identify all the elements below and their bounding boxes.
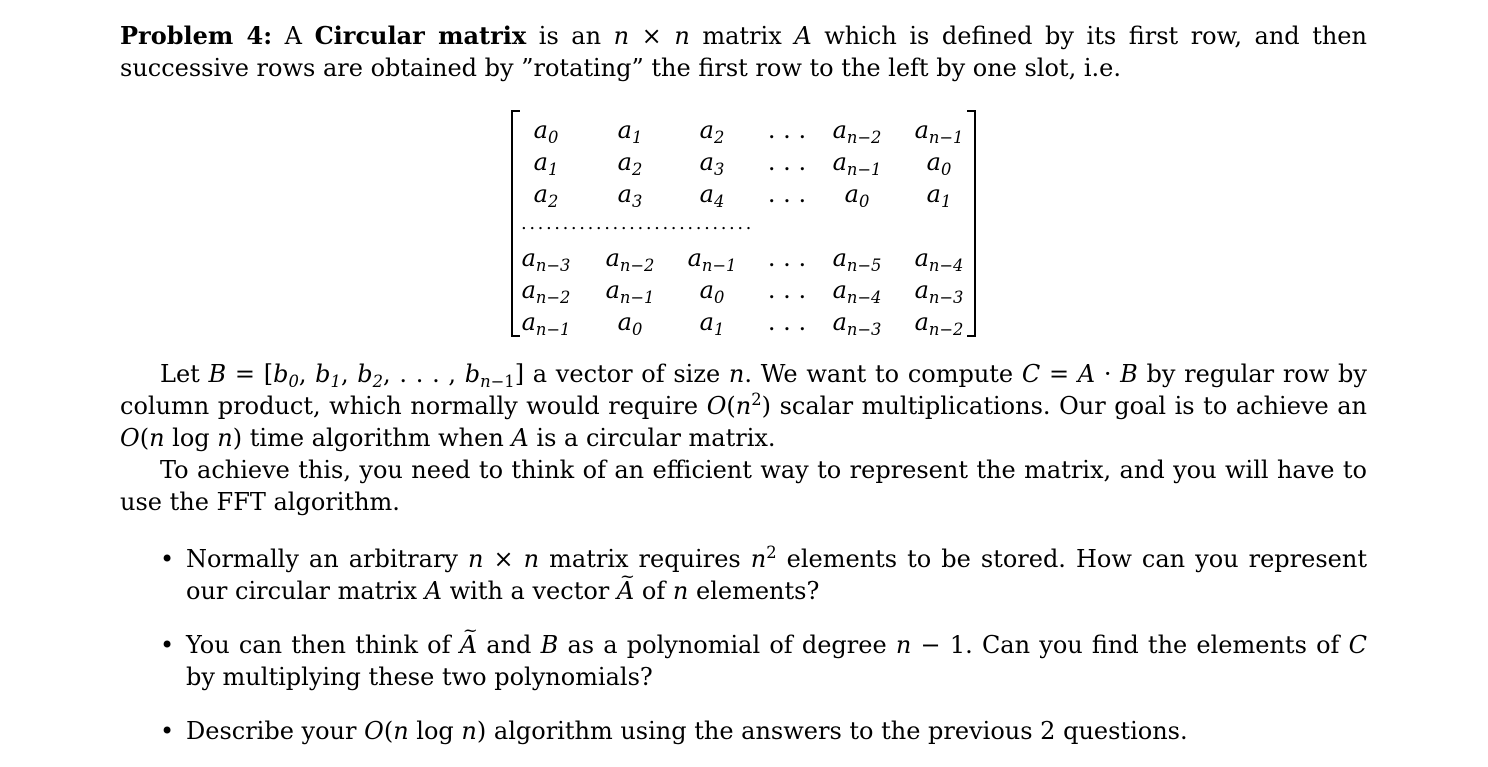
q3-text-a: Describe your — [186, 717, 357, 745]
question-1 — [120, 543, 1367, 607]
math-A-tilde-2: ~ A — [460, 629, 477, 661]
matrix-cell: $a_1$ — [617, 116, 643, 147]
intro-text-c: matrix — [702, 22, 782, 50]
math-n-by-n: n × n — [613, 22, 690, 50]
matrix-cell: $a_{n-1}$ — [832, 148, 882, 179]
math-A-tilde: ~ A — [617, 575, 634, 607]
intro-text-a: A — [284, 22, 303, 50]
bullet-dot: • — [160, 631, 175, 659]
para1-text-4: by regular row by column product, which normally would require — [120, 360, 1367, 420]
math-O-n-squared: $O(n^2)$ — [706, 390, 772, 420]
matrix-cell: $a_1$ — [926, 180, 952, 211]
matrix-cell: $a_{n-1}$ — [521, 308, 571, 339]
matrix-cell: . . . — [767, 180, 807, 208]
matrix-cell: $a_0$ — [926, 148, 952, 179]
question-list — [120, 543, 1367, 767]
matrix-cell: $a_2$ — [699, 116, 725, 147]
para1-text-3: We want to compute — [760, 360, 1014, 388]
math-C: C — [1348, 631, 1367, 659]
math-O-n-log-n: O(n log n) — [120, 424, 243, 452]
para1-text-2: a vector of size — [532, 360, 721, 388]
matrix-cell: . . . — [767, 244, 807, 272]
paragraph-compute — [120, 358, 1367, 518]
math-n: n. — [728, 360, 752, 388]
matrix-cell: $a_{n-1}$ — [914, 116, 964, 147]
matrix-cell: $a_{n-3}$ — [521, 244, 571, 275]
matrix-cell: $a_2$ — [617, 148, 643, 179]
math-n-minus-1: n − 1. — [895, 631, 973, 659]
paragraph-fft: To achieve this, you need to think of an efficient way to represent the matrix, and you will have to use the FFT algorithm. — [120, 456, 1367, 516]
matrix-cell: . . . — [767, 116, 807, 144]
matrix-cell: $a_{n-2}$ — [914, 308, 964, 339]
matrix-cell: $a_0$ — [844, 180, 870, 211]
matrix-cell: $a_2$ — [533, 180, 559, 211]
matrix-cell: $a_{n-2}$ — [605, 244, 655, 275]
matrix-cell: $a_{n-5}$ — [832, 244, 882, 275]
term-circular-matrix: Circular matrix — [314, 21, 527, 50]
math-A-3: A — [424, 577, 442, 605]
q2-text-d: Can you find the elements of — [981, 631, 1340, 659]
matrix-cell: $a_0$ — [617, 308, 643, 339]
q2-text-b: and — [486, 631, 532, 659]
matrix-cell: $a_1$ — [533, 148, 559, 179]
intro-text-d: which is defined by its first row, and then successive rows are obtained by ”rotating” the first row to the left by one slot, i.e. — [120, 22, 1367, 82]
matrix-cell: $a_3$ — [617, 180, 643, 211]
matrix-cell: $a_{n-1}$ — [605, 276, 655, 307]
math-A: A — [794, 22, 812, 50]
q3-text-b: algorithm using the answers to the previous 2 questions. — [493, 717, 1188, 745]
matrix-cell: $a_{n-2}$ — [832, 116, 882, 147]
math-B-vector: $B = [b_0$, $b_1$, $b_2$, . . . , $b_{n-1}$] — [208, 360, 525, 391]
q2-text-a: You can then think of — [186, 631, 451, 659]
problem-heading: Problem 4: — [120, 21, 273, 50]
q2-text-e: by multiplying these two polynomials? — [186, 663, 653, 691]
matrix-ellipsis-row: ............................ — [521, 213, 755, 234]
math-O-n-log-n-2: O(n log n) — [364, 717, 487, 745]
matrix-cell: $a_0$ — [533, 116, 559, 147]
q1-text-d: with a vector — [449, 577, 610, 605]
math-A-2: A — [511, 424, 529, 452]
matrix-cell: . . . — [767, 308, 807, 336]
matrix-cell: $a_{n-2}$ — [521, 276, 571, 307]
math-B: B — [540, 631, 559, 659]
math-n-squared: $n^2$ — [750, 543, 777, 573]
matrix-cell: $a_{n-1}$ — [687, 244, 737, 275]
para1-text-6: time algorithm when — [249, 424, 504, 452]
bullet-dot: • — [160, 545, 175, 573]
matrix-cell: $a_1$ — [699, 308, 725, 339]
math-C-eq-AB: C = A · B — [1021, 360, 1138, 388]
q2-text-c: as a polynomial of degree — [567, 631, 887, 659]
math-n-2: n — [672, 577, 689, 605]
bullet-dot: • — [160, 717, 175, 745]
q1-text-a: Normally an arbitrary — [186, 545, 458, 573]
q1-text-f: elements? — [695, 577, 820, 605]
problem-statement — [120, 20, 1367, 84]
para1-text-7: is a circular matrix. — [536, 424, 776, 452]
q1-text-b: matrix requires — [549, 545, 741, 573]
circular-matrix — [511, 110, 976, 339]
q1-text-e: of — [641, 577, 666, 605]
question-2 — [120, 629, 1367, 693]
matrix-cell: $a_{n-4}$ — [832, 276, 882, 307]
matrix-cell: $a_3$ — [699, 148, 725, 179]
matrix-cell: $a_4$ — [699, 180, 725, 211]
question-3 — [120, 715, 1367, 747]
para1-text-5: scalar multiplications. Our goal is to achieve an — [779, 392, 1368, 420]
intro-text-b: is an — [538, 22, 602, 50]
matrix-cell: $a_{n-3}$ — [832, 308, 882, 339]
matrix-cell: $a_{n-4}$ — [914, 244, 964, 275]
matrix-cell: . . . — [767, 276, 807, 304]
q1-text-c: elements to be stored. How can you represent our circular matrix — [186, 545, 1367, 605]
matrix-cell: . . . — [767, 148, 807, 176]
matrix-cell: $a_0$ — [699, 276, 725, 307]
math-n-by-n-2: n × n — [468, 545, 540, 573]
matrix-cell: $a_{n-3}$ — [914, 276, 964, 307]
para1-text-1: Let — [160, 360, 200, 388]
